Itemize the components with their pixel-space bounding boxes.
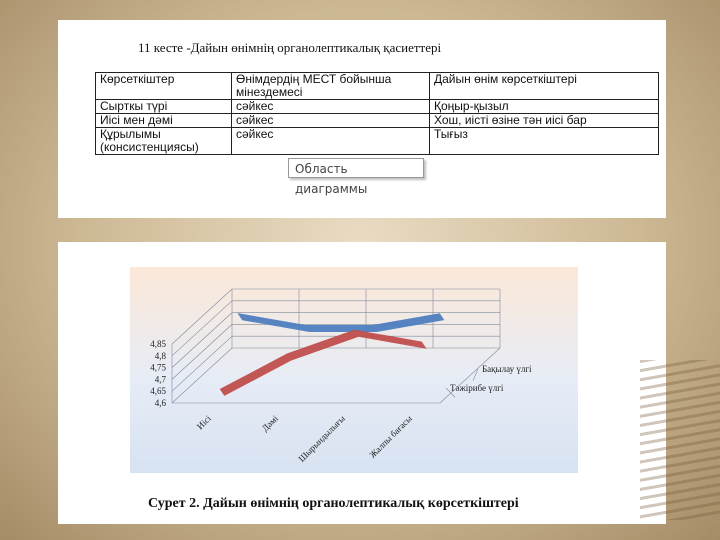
chart-slide-panel <box>58 242 666 524</box>
table-row <box>96 128 659 155</box>
table-cell: Құрылымы (консистенциясы) <box>96 128 232 155</box>
side-wall-gridline <box>172 313 232 368</box>
figure-caption: Сурет 2. Дайын өнімнің органолептикалық көрсеткіштері <box>148 496 519 511</box>
floor-right-edge <box>440 348 500 403</box>
side-wall-gridline <box>172 324 232 379</box>
table-header-cell: Дайын өнім көрсеткіштері <box>430 73 659 100</box>
table-slide-panel <box>58 20 666 218</box>
y-tick-label: 4,6 <box>154 398 166 408</box>
table-row <box>96 100 659 114</box>
table-cell: сәйкес <box>232 114 430 128</box>
series-ribbon-experimental <box>221 330 426 395</box>
x-tick-label: Иісі <box>194 413 213 432</box>
series-ribbon-control <box>239 314 444 332</box>
decorative-stripes <box>640 360 720 520</box>
properties-table <box>95 72 659 155</box>
series-axis-label: Бақылау үлгі <box>482 364 532 374</box>
x-tick-label: Шырындылығы <box>296 413 347 464</box>
series-axis-label: Тәжірибе үлгі <box>450 383 504 393</box>
y-tick-label: 4,7 <box>154 374 166 385</box>
table-caption: 11 кесте -Дайын өнімнің органолептикалық қасиеттері <box>138 40 442 55</box>
y-tick-label: 4,8 <box>154 350 166 361</box>
x-tick-label: Жалпы бағасы <box>367 413 414 460</box>
side-wall-gridline <box>172 289 232 344</box>
table-cell: сәйкес <box>232 100 430 114</box>
y-tick-label: 4,75 <box>150 362 166 373</box>
line-chart-3d <box>130 267 578 473</box>
table-cell: Сырткы түрі <box>96 100 232 114</box>
table-cell: Тығыз <box>430 128 659 155</box>
table-header-row <box>96 73 659 100</box>
side-wall-gridline <box>172 301 232 356</box>
table-cell: сәйкес <box>232 128 430 155</box>
side-wall-gridline <box>172 336 232 391</box>
table-cell: Хош, иісті өзіне тән иісі бар <box>430 114 659 128</box>
table-cell: Иісі мен дәмі <box>96 114 232 128</box>
chart-area-tooltip: Область диаграммы <box>288 158 424 178</box>
y-tick-label: 4,85 <box>150 339 166 349</box>
table-header-cell: Көрсеткіштер <box>96 73 232 100</box>
x-tick-label: Дәмі <box>259 413 280 434</box>
y-tick-label: 4,65 <box>150 386 166 397</box>
chart-area[interactable] <box>130 267 578 473</box>
table-header-cell: Өнімдердің МЕСТ бойынша мінездемесі <box>232 73 430 100</box>
table-cell: Қоңыр-қызыл <box>430 100 659 114</box>
table-row <box>96 114 659 128</box>
side-wall-gridline <box>172 348 232 403</box>
